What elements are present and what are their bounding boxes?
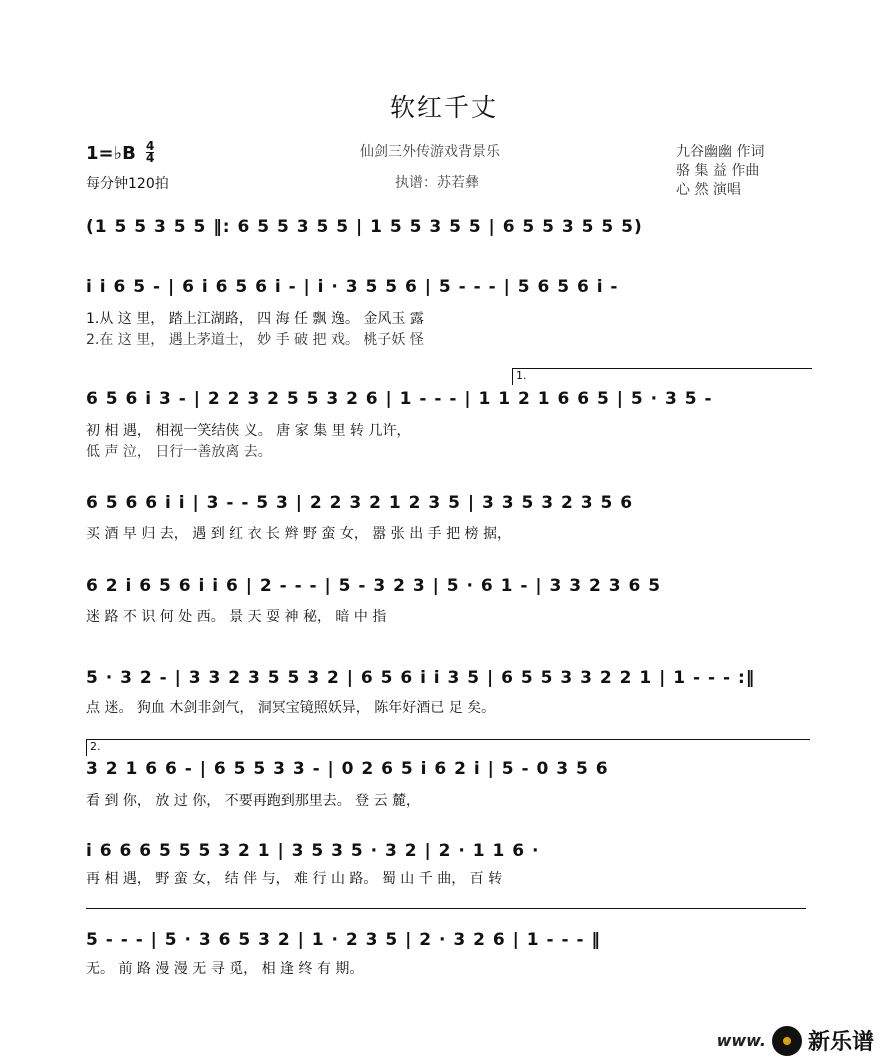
- volta-2: 2.: [86, 739, 810, 756]
- subtitle: 仙剑三外传游戏背景乐: [360, 144, 500, 160]
- score-line-3: 6 5 6 i 3 - | 2 2 3 2 5 5 3 2 6 | 1 - - - | 1 1 2 1 6 6 5 | 5 · 3 5 -: [86, 389, 713, 409]
- score-line-9: 5 - - - | 5 · 3 6 5 3 2 | 1 · 2 3 5 | 2 · 3 2 6 | 1 - - - ‖: [86, 930, 601, 950]
- score-line-4: 6 5 6 6 i i | 3 - - 5 3 | 2 2 3 2 1 2 3 5 | 3 3 5 3 2 3 5 6: [86, 493, 634, 513]
- singer-credit: 心 然 演唱: [676, 182, 741, 198]
- watermark-site: www.: [716, 1031, 766, 1050]
- time-signature: [146, 141, 154, 164]
- composer-credit: 骆 集 益 作曲: [676, 163, 760, 179]
- time-top: 4: [146, 139, 155, 153]
- tempo-marking: 每分钟120拍: [86, 176, 169, 192]
- score-line-8: i 6 6 6 5 5 5 3 2 1 | 3 5 3 5 · 3 2 | 2 · 1 1 6 ·: [86, 841, 540, 861]
- score-line-6: 5 · 3 2 - | 3 3 2 3 5 5 3 2 | 6 5 6 i i 3 5 | 6 5 5 3 3 2 2 1 | 1 - - - :‖: [86, 668, 756, 688]
- transcriber: 执谱：苏若彝: [395, 175, 479, 191]
- score-line-7: 3 2 1 6 6 - | 6 5 5 3 3 - | 0 2 6 5 i 6 2 i | 5 - 0 3 5 6: [86, 759, 609, 779]
- lyricist-credit: 九谷幽幽 作词: [676, 144, 765, 160]
- score-line-1: (1 5 5 3 5 5 ‖: 6 5 5 3 5 5 | 1 5 5 3 5 5 | 6 5 5 3 5 5 5): [86, 217, 643, 237]
- watermark-brand: 新乐谱: [807, 1030, 874, 1055]
- lyrics-line-2b: 2.在 这 里， 遇上茅道士， 妙 手 破 把 戏。 桃子妖 怪: [86, 332, 424, 348]
- lyrics-line-9: 无。 前 路 漫 漫 无 寻 觅， 相 逢 终 有 期。: [86, 961, 364, 977]
- page-title: 软红千丈: [389, 93, 498, 122]
- score-line-2: i i 6 5 - | 6 i 6 5 6 i - | i · 3 5 5 6 | 5 - - - | 5 6 5 6 i -: [86, 277, 619, 297]
- time-bottom: 4: [146, 151, 155, 165]
- record-icon: [772, 1026, 802, 1056]
- lyrics-line-7: 看 到 你， 放 过 你， 不要再跑到那里去。 登 云 麓，: [86, 793, 421, 809]
- lyrics-line-3a: 初 相 遇， 相视一笑结侠 义。 唐 家 集 里 转 几许，: [86, 423, 411, 439]
- watermark-logo: [717, 1025, 874, 1056]
- lyrics-line-6: 点 迷。 狗血 木剑非剑气， 洞冥宝镜照妖异， 陈年好酒已 足 矣。: [86, 700, 496, 716]
- key-signature: 1=♭B: [86, 143, 136, 164]
- lyrics-line-8: 再 相 遇， 野 蛮 女， 结 伴 与， 难 行 山 路。 蜀 山 千 曲， 百 转: [86, 871, 503, 887]
- volta-1: 1.: [512, 368, 812, 385]
- score-line-5: 6 2 i 6 5 6 i i 6 | 2 - - - | 5 - 3 2 3 | 5 · 6 1 - | 3 3 2 3 6 5: [86, 576, 662, 596]
- lyrics-line-5: 迷 路 不 识 何 处 西。 景 天 耍 神 秘， 暗 中 指: [86, 609, 387, 625]
- lyrics-line-2a: 1.从 这 里， 踏上江湖路， 四 海 任 飘 逸。 金风玉 露: [86, 311, 424, 327]
- volta-end-line: [86, 908, 806, 909]
- lyrics-line-3b: 低 声 泣， 日行一善放离 去。: [86, 444, 272, 460]
- lyrics-line-4: 买 酒 早 归 去， 遇 到 红 衣 长 辫 野 蛮 女， 嚣 张 出 手 把 榜 据，: [86, 526, 512, 542]
